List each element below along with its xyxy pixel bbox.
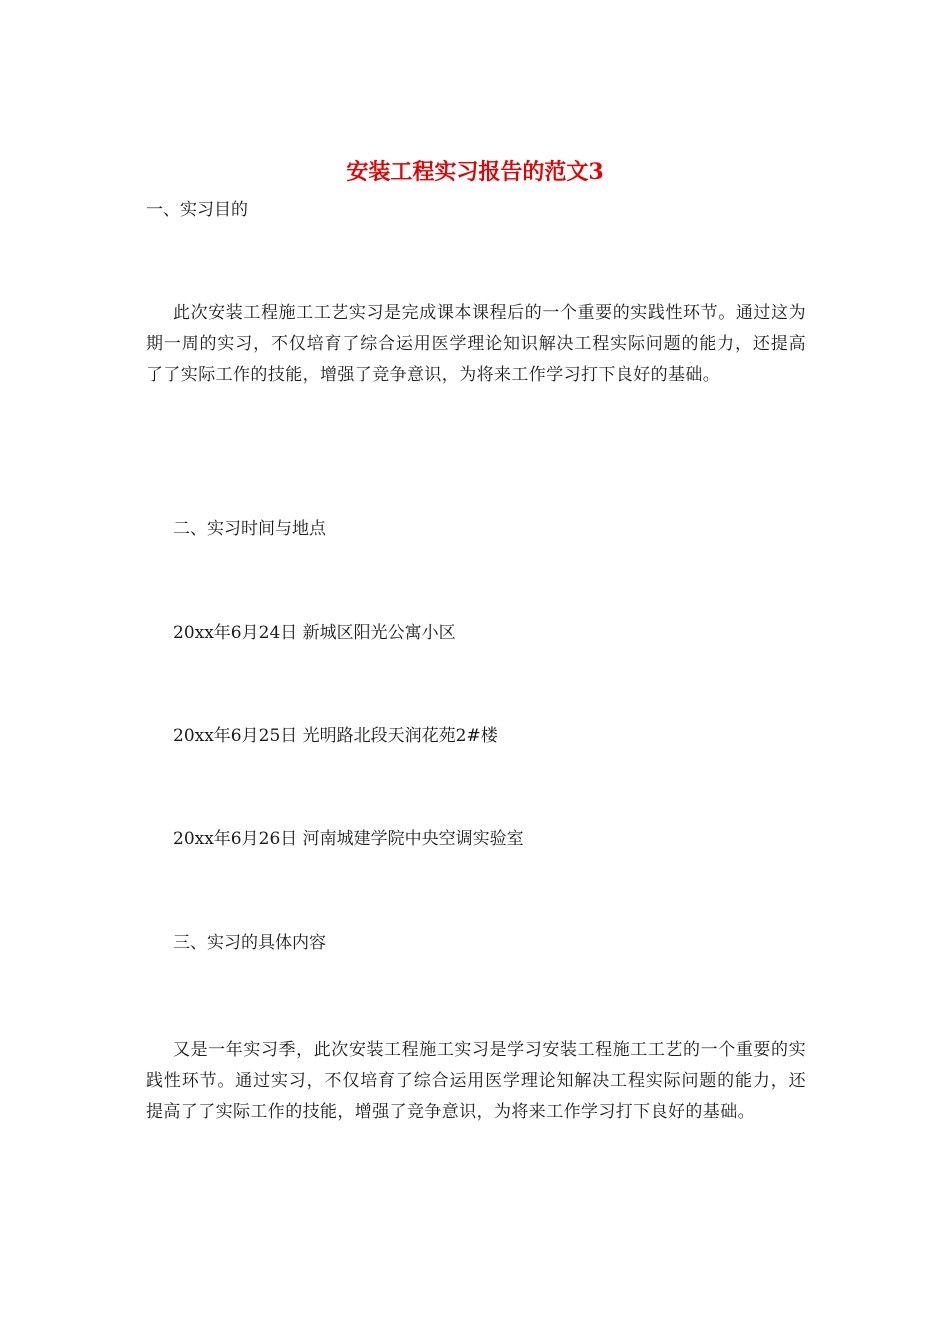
schedule-item: 20xx年6月25日 光明路北段天润花苑2#楼: [173, 726, 498, 746]
content-paragraph: 又是一年实习季，此次安装工程施工实习是学习安装工程施工工艺的一个重要的实践性环节。通过实习，不仅培育了综合运用医学理论知解决工程实际问题的能力，还提高了了实际工作的技能，增强了竞争意识，为将来工作学习打下良好的基础。: [146, 1040, 806, 1122]
section-heading-content: 三、实习的具体内容: [173, 933, 326, 953]
section-heading-time-place: 二、实习时间与地点: [173, 519, 326, 539]
schedule-item: 20xx年6月24日 新城区阳光公寓小区: [173, 623, 456, 643]
document-title: 安装工程实习报告的范文3: [346, 159, 604, 185]
schedule-item: 20xx年6月26日 河南城建学院中央空调实验室: [173, 829, 524, 849]
purpose-paragraph: 此次安装工程施工工艺实习是完成课本课程后的一个重要的实践性环节。通过这为期一周的实习，不仅培育了综合运用医学理论知识解决工程实际问题的能力，还提高了了实际工作的技能，增强了竞争意识，为将来工作学习打下良好的基础。: [146, 303, 806, 385]
section-heading-purpose: 一、实习目的: [146, 200, 248, 220]
